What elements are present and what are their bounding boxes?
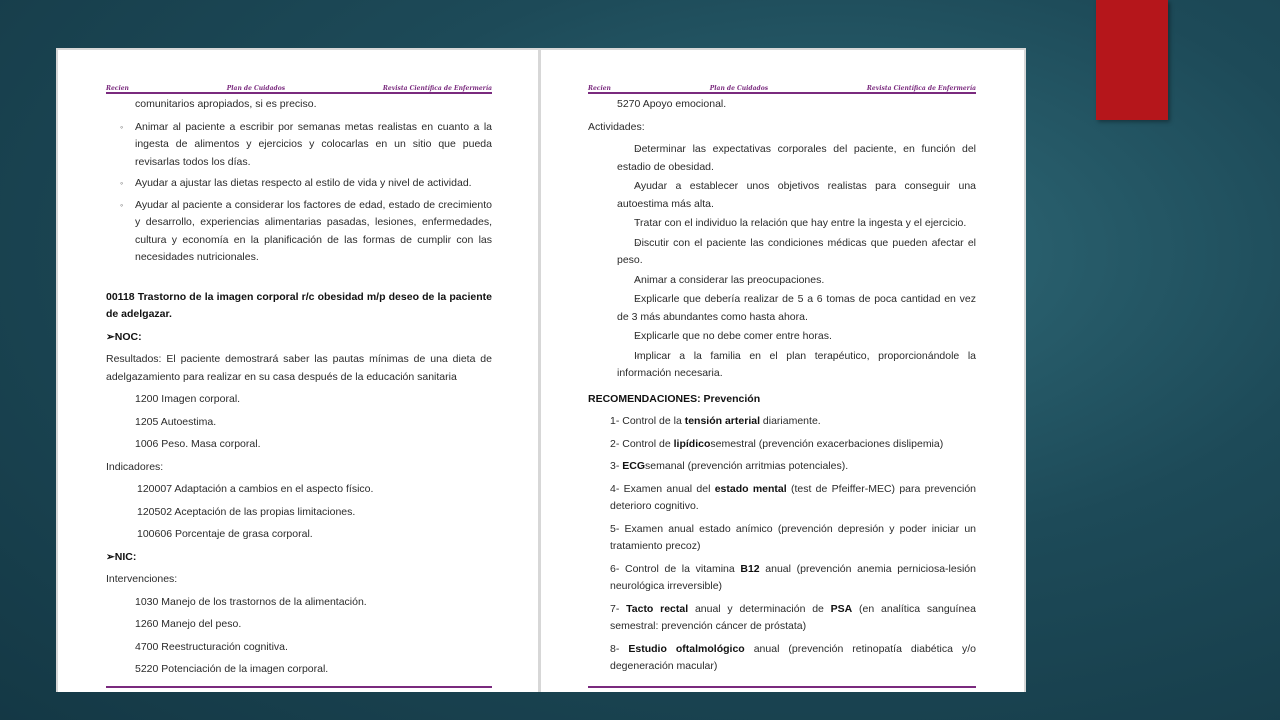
header-right: Revista Científica de Enfermería [866, 85, 976, 92]
recommendation-item: 2- Control de lipídicosemestral (prevención exacerbaciones dislipemia) [610, 437, 944, 450]
intervention-item: 5220 Potenciación de la imagen corporal. [135, 663, 329, 675]
indicator-item: 120007 Adaptación a cambios en el aspecto físico. [137, 483, 374, 495]
indicator-item: 120502 Aceptación de las propias limitaciones. [137, 505, 356, 518]
indicator-item: 100606 Porcentaje de grasa corporal. [137, 528, 313, 540]
interventions-label: Intervenciones: [106, 573, 178, 585]
result-item: 1200 Imagen corporal. [135, 393, 241, 405]
activity-item: ◦ Explicarle que debería realizar de 5 a 6 tomas de poca cantidad en vez de 3 más abundantes como hasta ahora. [588, 291, 976, 326]
right-page-body [588, 96, 976, 681]
activity-item: ◦ Determinar las expectativas corporales del paciente, en función del estadio de obesidad. [588, 141, 976, 176]
header-center: Plan de Cuidados [709, 85, 769, 92]
recommendation-item: 8- Estudio oftalmológico anual (prevención retinopatía diabética y/o degeneración macular) [610, 642, 976, 672]
page-header [588, 82, 976, 94]
result-item: 1006 Peso. Masa corporal. [135, 438, 261, 450]
nic-heading: ➢NIC: [106, 550, 137, 563]
intervention-item: 1030 Manejo de los trastornos de la alimentación. [135, 595, 367, 608]
indicators-label: Indicadores: [106, 460, 164, 473]
activity-item: ◦ Tratar con el individuo la relación que hay entre la ingesta y el ejercicio. [588, 215, 976, 233]
page-header [106, 82, 492, 94]
recommendation-item: 4- Examen anual del estado mental (test de Pfeiffer-MEC) para prevención deterioro cognitivo. [610, 482, 976, 512]
recommendation-item: 3- ECGsemanal (prevención arritmias potenciales). [610, 460, 849, 472]
intervention-item: 4700 Reestructuración cognitiva. [135, 640, 288, 653]
activities-list [588, 141, 976, 383]
bullet-item: ◦ Ayudar a ajustar las dietas respecto al estilo de vida y nivel de actividad. [106, 175, 492, 193]
text-line: 5270 Apoyo emocional. [617, 98, 727, 110]
activity-item: ◦ Discutir con el paciente las condiciones médicas que pueden afectar el peso. [588, 235, 976, 270]
recommendation-item: 6- Control de la vitamina B12 anual (prevención anemia perniciosa-lesión neurológica irreversible) [610, 562, 976, 592]
recommendation-item: 5- Examen anual estado anímico (prevención depresión y poder iniciar un tratamiento precoz) [610, 522, 976, 552]
page-footer [588, 686, 976, 692]
left-page-body [106, 96, 492, 684]
bullet-item: ◦ Ayudar al paciente a considerar los factores de edad, estado de crecimiento y desarrollo, experiencias alimentarias pasadas, lesiones, enfermedades, cultura y economía en la planificación de las formas de cumplir con las necesidades nutricionales. [106, 197, 492, 267]
activity-item: ◦ Animar a considerar las preocupaciones. [588, 272, 976, 290]
header-left: Recien [588, 85, 611, 92]
text-line: comunitarios apropiados, si es preciso. [135, 98, 317, 110]
results-text: Resultados: El paciente demostrará saber las pautas mínimas de una dieta de adelgazamiento para realizar en su casa después de la educación sanitaria [106, 353, 492, 383]
activities-label: Actividades: [588, 120, 645, 133]
bullet-item: ◦ Animar al paciente a escribir por semanas metas realistas en cuanto a la ingesta de alimentos y ejercicios y colocarlas en un sitio que pueda revisarlas todos los días. [106, 119, 492, 172]
page-footer [106, 686, 492, 692]
right-page [541, 50, 1024, 692]
diagnosis-heading: 00118 Trastorno de la imagen corporal r/c obesidad m/p deseo de la paciente de adelgazar. [106, 290, 492, 320]
document-spread [56, 48, 1026, 692]
bullet-list [106, 119, 492, 267]
activity-item: ◦ Implicar a la familia en el plan terapéutico, proporcionándole la información necesaria. [588, 348, 976, 383]
recommendations-heading: RECOMENDACIONES: Prevención [588, 392, 761, 405]
recommendation-item: 7- Tacto rectal anual y determinación de PSA (en analítica sanguínea semestral: prevención cáncer de próstata) [610, 602, 976, 632]
header-left: Recien [106, 85, 129, 92]
left-page [58, 50, 538, 692]
intervention-item: 1260 Manejo del peso. [135, 618, 242, 630]
result-item: 1205 Autoestima. [135, 415, 217, 428]
header-center: Plan de Cuidados [226, 85, 286, 92]
header-right: Revista Científica de Enfermería [382, 85, 492, 92]
activity-item: ◦ Ayudar a establecer unos objetivos realistas para conseguir una autoestima más alta. [588, 178, 976, 213]
noc-heading: ➢NOC: [106, 330, 142, 343]
activity-item: ◦ Explicarle que no debe comer entre horas. [588, 328, 976, 346]
recommendations-list [588, 413, 976, 676]
red-accent-block [1096, 0, 1168, 120]
recommendation-item: 1- Control de la tensión arterial diariamente. [610, 415, 821, 427]
